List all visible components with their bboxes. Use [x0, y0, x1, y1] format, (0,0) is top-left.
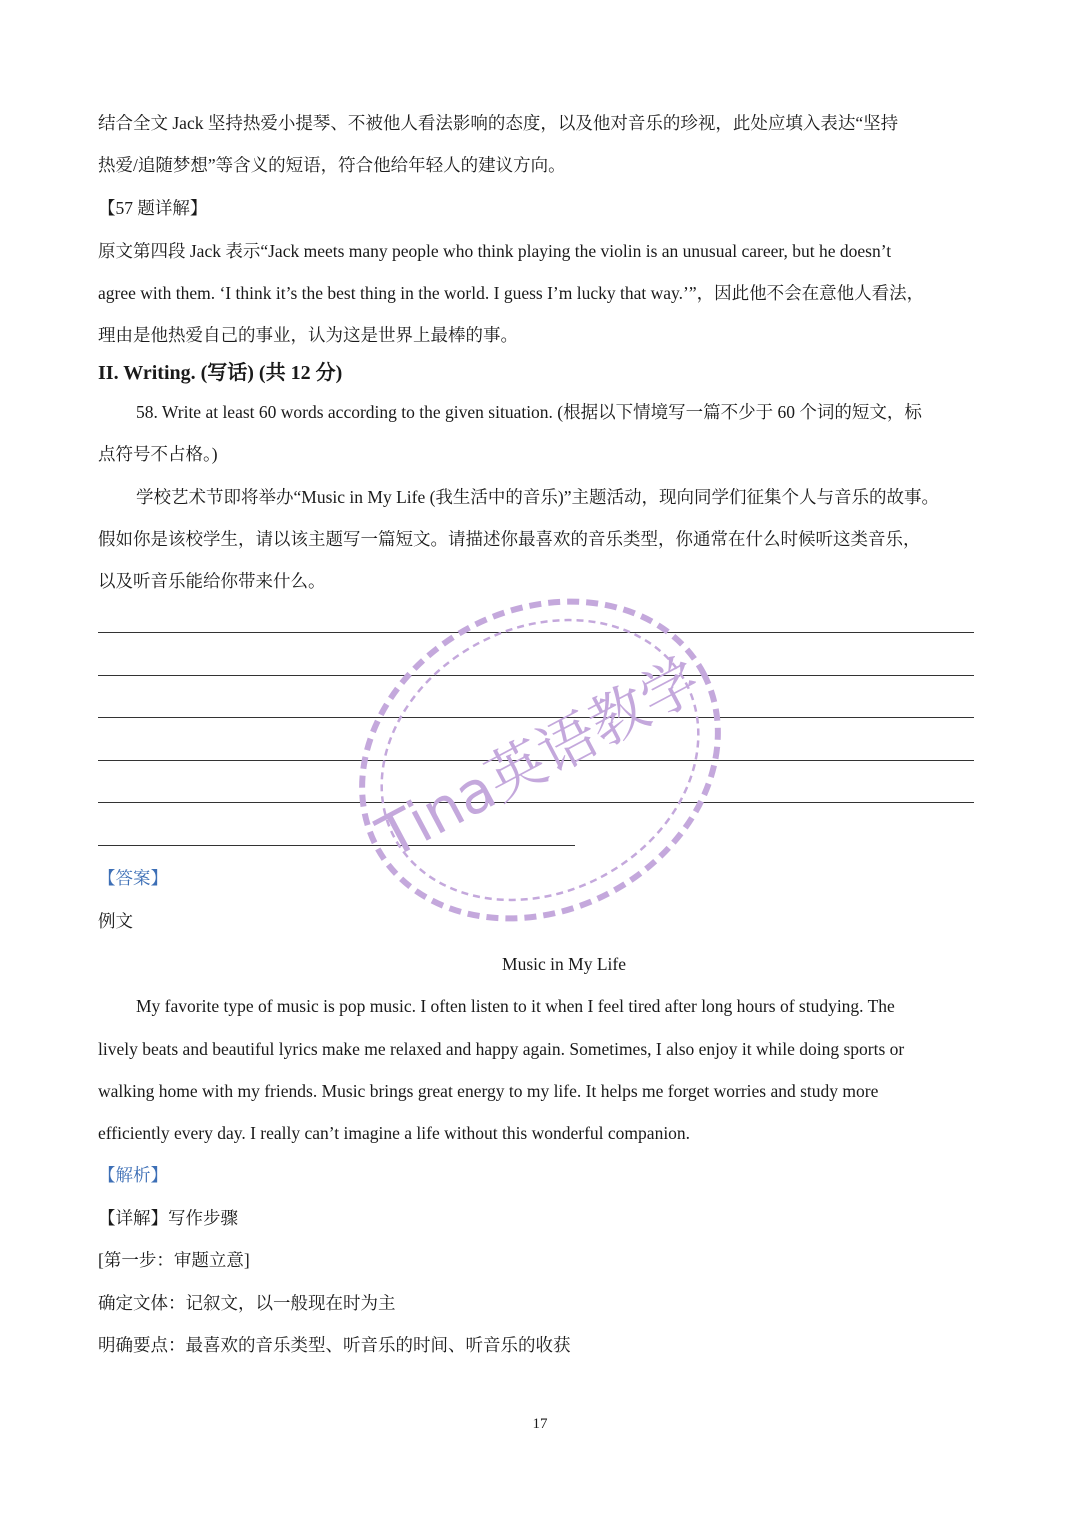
essay-title: Music in My Life [502, 954, 626, 974]
sample-label: 例文 [98, 911, 133, 931]
writing-line [98, 632, 974, 633]
writing-line [98, 802, 974, 803]
analysis-genre: 确定文体：记叙文，以一般现在时为主 [98, 1293, 396, 1313]
task-instruction: 点符号不占格。) [98, 444, 218, 464]
watermark-stamp [330, 590, 750, 950]
writing-line [98, 675, 974, 676]
essay-line: lively beats and beautiful lyrics make me relaxed and happy again. Sometimes, I also enjoy it while doing sports or [98, 1039, 905, 1059]
essay-line: My favorite type of music is pop music. I often listen to it when I feel tired after long hours of studying. The [136, 996, 895, 1016]
section-heading: II. Writing. (写话) (共 12 分) [98, 362, 343, 384]
paragraph-line: 原文第四段 Jack 表示“Jack meets many people who think playing the violin is an unusual career, but he doesn’t [98, 241, 892, 261]
analysis-label: 【解析】 [98, 1165, 168, 1185]
answer-label: 【答案】 [98, 868, 168, 888]
task-prompt: 假如你是该校学生，请以该主题写一篇短文。请描述你最喜欢的音乐类型，你通常在什么时候听这类音乐， [98, 529, 921, 549]
essay-line: efficiently every day. I really can’t imagine a life without this wonderful companion. [98, 1123, 691, 1143]
writing-line [98, 760, 974, 761]
paragraph-line: 结合全文 Jack 坚持热爱小提琴、不被他人看法影响的态度，以及他对音乐的珍视，此处应填入表达“坚持 [98, 113, 899, 133]
analysis-step: [第一步：审题立意] [98, 1250, 250, 1270]
task-prompt: 以及听音乐能给你带来什么。 [98, 571, 326, 591]
watermark-text: Tina英语教学 [366, 645, 712, 872]
writing-line [98, 845, 575, 846]
task-prompt: 学校艺术节即将举办“Music in My Life (我生活中的音乐)”主题活动，现向同学们征集个人与音乐的故事。 [136, 487, 940, 507]
question-57-label: 【57 题详解】 [98, 198, 208, 218]
analysis-points: 明确要点：最喜欢的音乐类型、听音乐的时间、听音乐的收获 [98, 1335, 571, 1355]
analysis-detail: 【详解】写作步骤 [98, 1208, 238, 1228]
page-number: 17 [532, 1416, 548, 1432]
paragraph-line: agree with them. ‘I think it’s the best thing in the world. I guess I’m lucky that way.’”，因此他不会在意他人看法， [98, 283, 925, 303]
paragraph-line: 热爱/追随梦想”等含义的短语，符合他给年轻人的建议方向。 [98, 155, 566, 175]
paragraph-line: 理由是他热爱自己的事业，认为这是世界上最棒的事。 [98, 325, 518, 345]
writing-line [98, 717, 974, 718]
task-instruction: 58. Write at least 60 words according to the given situation. (根据以下情境写一篇不少于 60 个词的短文，标 [136, 402, 922, 422]
essay-line: walking home with my friends. Music brings great energy to my life. It helps me forget worries and study more [98, 1081, 879, 1101]
